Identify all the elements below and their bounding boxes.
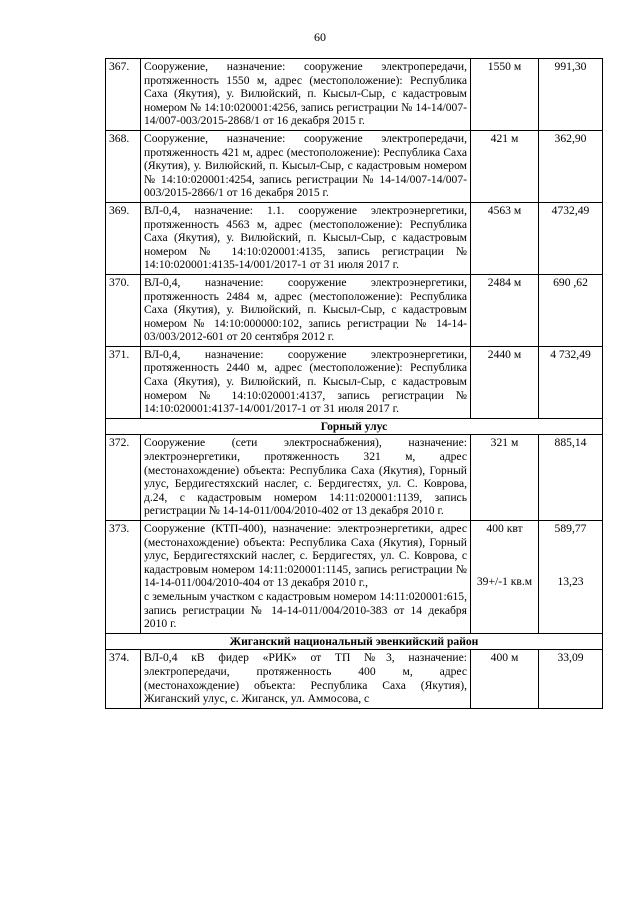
row-description: ВЛ-0,4 кВ фидер «РИК» от ТП №3, назначение: электропередачи, протяженность 400 м, адрес (местонахождение) объекта: Республика Саха (Якутия), Жиганский улус, с. Жиганск, ул. Аммосова, с	[141, 650, 471, 708]
section-header-row	[106, 633, 603, 650]
row-description: ВЛ-0,4, назначение: сооружение электроэнергетики, протяженность 2440 м, адрес (местоположение): Республика Саха (Якутия), у. Вилюйский, п. Кысыл-Сыр, с кадастровым номером № 14:10:020001:4137, запись регистрации № 14:10:020001:4137-14/001/2017-1 от 31 июля 2017 г.	[141, 346, 471, 418]
row-number: 374.	[106, 650, 141, 708]
row-number: 373.	[106, 521, 141, 634]
table-row	[106, 521, 603, 634]
row-quantity-main: 400 квт	[486, 522, 523, 535]
row-value: 4 732,49	[539, 346, 603, 418]
row-value: 690 ,62	[539, 274, 603, 346]
page-number: 60	[314, 30, 326, 44]
row-quantity	[471, 521, 539, 634]
row-value: 991,30	[539, 59, 603, 131]
row-quantity: 2484 м	[471, 274, 539, 346]
row-description: ВЛ-0,4, назначение: сооружение электроэнергетики, протяженность 2484 м, адрес (местоположение): Республика Саха (Якутия), у. Вилюйский, п. Кысыл-Сыр, с кадастровым номером № 14:10:000000:102, запись регистрации № 14-14-03/003/2012-601 от 20 сентября 2012 г.	[141, 274, 471, 346]
section-header-row	[106, 418, 603, 435]
row-value: 885,14	[539, 435, 603, 521]
row-number: 368.	[106, 130, 141, 202]
row-value: 33,09	[539, 650, 603, 708]
row-description: Сооружение (сети электроснабжения), назначение: электроэнергетики, протяженность 321 м, адрес (местонахождение) объекта: Республика Саха (Якутия), Горный улус, Бердигестяхский наслег, с. Бердигестях, ул. С. Коврова, д.24, с кадастровым номером 14:11:020001:1139, запись регистрации № 14-14-011/004/2010-402 от 13 декабря 2010 г.	[141, 435, 471, 521]
table-row	[106, 59, 603, 131]
row-value	[539, 521, 603, 634]
row-quantity: 321 м	[471, 435, 539, 521]
row-number: 371.	[106, 346, 141, 418]
row-number: 372.	[106, 435, 141, 521]
property-registry-table	[105, 58, 603, 709]
section-title: Жиганский национальный эвенкийский район	[106, 633, 603, 650]
row-value: 362,90	[539, 130, 603, 202]
row-description-land-plot: с земельным участком с кадастровым номером 14:11:020001:615, запись регистрации № 14-14-011/004/2010-383 от 14 декабря 2010 г.	[144, 589, 467, 631]
table-row	[106, 274, 603, 346]
table-row	[106, 202, 603, 274]
row-description	[141, 521, 471, 634]
row-value-land-plot: 13,23	[557, 574, 584, 588]
table-row	[106, 130, 603, 202]
row-number: 369.	[106, 202, 141, 274]
row-description: Сооружение, назначение: сооружение электропередачи, протяженность 1550 м, адрес (местоположение): Республика Саха (Якутия), у. Вилюйский, п. Кысыл-Сыр, с кадастровым номером № 14:10:020001:4256, запись регистрации № 14-14/007-14/007-003/2015-2868/1 от 16 декабря 2015 г.	[141, 59, 471, 131]
table-row	[106, 346, 603, 418]
table-row	[106, 435, 603, 521]
table-row	[106, 650, 603, 708]
row-quantity: 2440 м	[471, 346, 539, 418]
row-quantity: 400 м	[471, 650, 539, 708]
row-quantity-land-plot: 39+/-1 кв.м	[476, 574, 533, 588]
section-title: Горный улус	[106, 418, 603, 435]
row-number: 367.	[106, 59, 141, 131]
row-quantity: 4563 м	[471, 202, 539, 274]
row-description: ВЛ-0,4, назначение: 1.1. сооружение электроэнергетики, протяженность 4563 м, адрес (местоположение): Республика Саха (Якутия), у. Вилюйский, п. Кысыл-Сыр, с кадастровым номером № 14:10:020001:4135, запись регистрации № 14:10:020001:4135-14/001/2017-1 от 31 июля 2017 г.	[141, 202, 471, 274]
row-quantity: 1550 м	[471, 59, 539, 131]
row-number: 370.	[106, 274, 141, 346]
row-quantity: 421 м	[471, 130, 539, 202]
row-description: Сооружение, назначение: сооружение электропередачи, протяженность 421 м, адрес (местоположение): Республика Саха (Якутия), у. Вилюйский, п. Кысыл-Сыр, с кадастровым номером № 14:10:020001:4254, запись регистрации № 14-14/007-14/007-003/2015-2866/1 от 16 декабря 2015 г.	[141, 130, 471, 202]
row-value: 4732,49	[539, 202, 603, 274]
row-value-main: 589,77	[554, 522, 587, 535]
row-description-main: Сооружение (КТП-400), назначение: электроэнергетики, адрес (местонахождение) объекта: Республика Саха (Якутия), Горный улус, Бердигестяхский наслег, с. Бердигестях, ул. С. Коврова, с кадастровым номером 14:11:020001:1145, запись регистрации № 14-14-011/004/2010-404 от 13 декабря 2010 г.,	[144, 522, 467, 590]
